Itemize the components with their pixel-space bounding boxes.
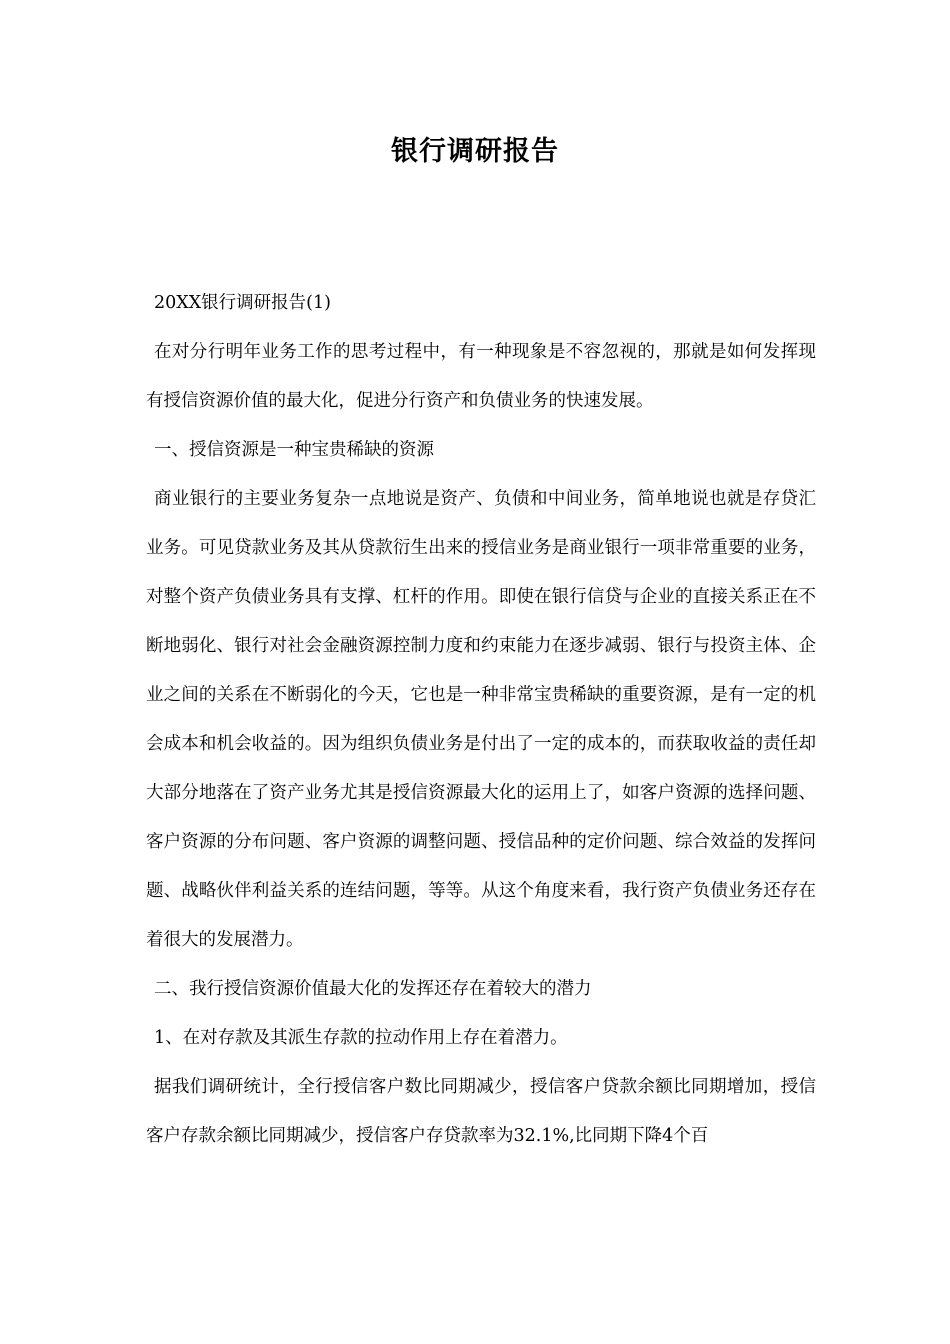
section-heading-1: 一、授信资源是一种宝贵稀缺的资源 [154,440,434,460]
section-1-paragraph: 商业银行的主要业务复杂一点地说是资产、负债和中间业务，简单地说也就是存贷汇业务。可见贷款业务及其从贷款衍生出来的授信业务是商业银行一项非常重要的业务，对整个资产负债业务具有支撑、杠杆的作用。即使在银行信贷与企业的直接关系正在不断地弱化、银行对社会金融资源控制力度和约束能力在逐步减弱、银行与投资主体、企业之间的关系在不断弱化的今天，它也是一种非常宝贵稀缺的重要资源，是有一定的机会成本和机会收益的。因为组织负债业务是付出了一定的成本的，而获取收益的责任却大部分地落在了资产业务尤其是授信资源最大化的运用上了，如客户资源的选择问题、客户资源的分布问题、客户资源的调整问题、授信品种的定价问题、综合效益的发挥问题、战略伙伴利益关系的连结问题，等等。从这个角度来看，我行资产负债业务还存在着很大的发展潜力。 [146,489,816,950]
intro-paragraph: 在对分行明年业务工作的思考过程中，有一种现象是不容忽视的，那就是如何发挥现有授信资源价值的最大化，促进分行资产和负债业务的快速发展。 [146,342,816,411]
report-subtitle: 20XX银行调研报告(1) [154,293,331,313]
document-title: 银行调研报告 [391,136,559,167]
section-heading-2: 二、我行授信资源价值最大化的发挥还存在着较大的潜力 [154,979,592,999]
document-body [146,289,816,1171]
subsection-heading-1: 1、在对存款及其派生存款的拉动作用上存在着潜力。 [154,1028,568,1048]
subsection-1-paragraph: 据我们调研统计，全行授信客户数比同期减少，授信客户贷款余额比同期增加，授信客户存款余额比同期减少，授信客户存贷款率为32.1%,比同期下降4个百 [146,1077,816,1146]
